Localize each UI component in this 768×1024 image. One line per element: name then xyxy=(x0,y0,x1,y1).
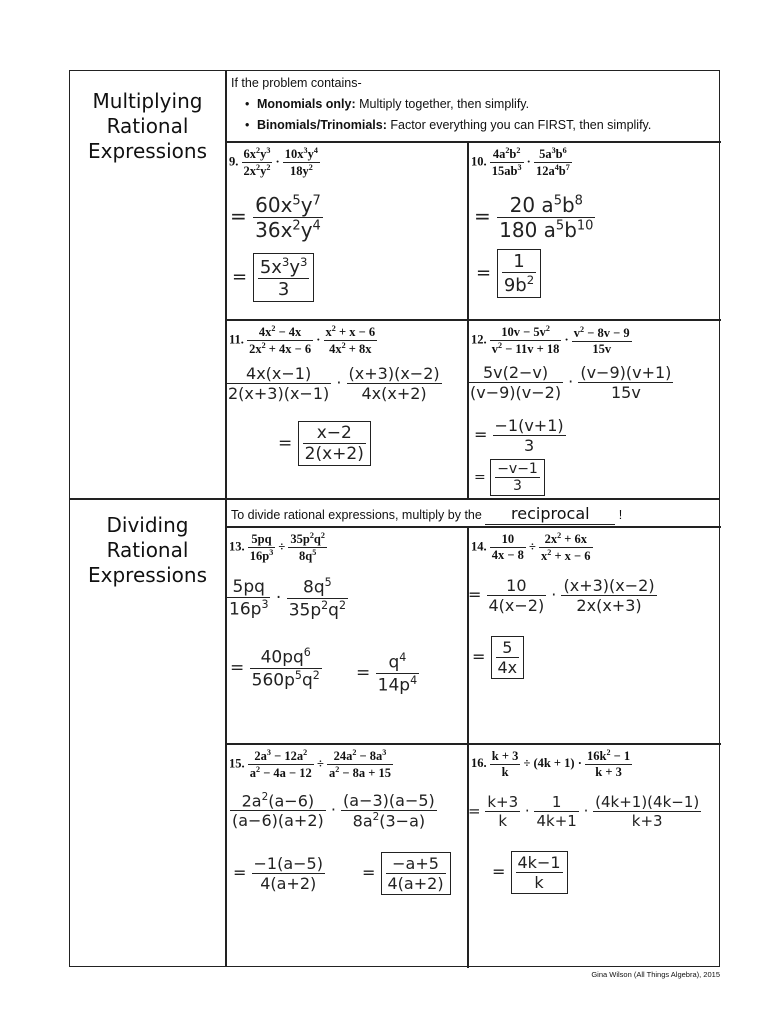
multiplying-instructions: If the problem contains- • Monomials only: Multiply together, then simplify. • Binomials/Trinomials: Factor everything you can FIRST, then simplify. xyxy=(231,76,652,132)
problem-15: 15. $\frac{2a^3 - 12a^2}{a^2 - 4a - 12}$ ÷ $\frac{24a^2 - 8a^3}{a^2 - 8a + 15}$ xyxy=(229,748,391,781)
work-12-step1: $\frac{5v(2-v)}{(v-9)(v-2)}$ · $\frac{(v-9)(v+1)}{15v}$ xyxy=(470,363,672,402)
grid-line xyxy=(225,743,721,745)
work-15-answer: = $\frac{-a+5}{4(a+2)}$ xyxy=(362,852,451,895)
problem-14: 14. $\frac{10}{4x - 8}$ ÷ $\frac{2x^2 + 6x}{x^2 + x - 6}$ xyxy=(471,531,591,564)
work-10-step1: = $\frac{20 a^5b^8}{180 a^5b^{10}}$ xyxy=(474,193,594,242)
problem-9: 9. $\frac{6x^2y^3}{2x^2y^2}$ · $\frac{10x^3y^4}{18y^2}$ xyxy=(229,146,318,179)
reciprocal-answer: reciprocal xyxy=(485,503,615,525)
footer-credit: Gina Wilson (All Things Algebra), 2015 xyxy=(591,970,720,979)
work-13-answer: = $\frac{q^4}{14p^4}$ xyxy=(356,651,418,696)
problem-11: 11. $\frac{4x^2 - 4x}{2x^2 + 4x - 6}$ · $\frac{x^2 + x - 6}{4x^2 + 8x}$ xyxy=(229,324,376,357)
work-12-step2: = $\frac{-1(v+1)}{3}$ xyxy=(474,416,564,455)
work-9-answer: = $\frac{5x^3y^3}{3}$ xyxy=(232,253,314,302)
work-13-step2: = $\frac{40pq^6}{560p^5q^2}$ xyxy=(230,646,320,691)
problem-10: 10. $\frac{4a^2b^2}{15ab^3}$ · $\frac{5a^3b^6}{12a^4b^7}$ xyxy=(471,146,570,179)
work-11-answer: = $\frac{x-2}{2(x+2)}$ xyxy=(278,421,371,466)
work-12-answer: = $\frac{-v-1}{3}$ xyxy=(474,459,545,496)
grid-line xyxy=(225,319,721,321)
work-16-step1: = $\frac{k+3}{k}$ · $\frac{1}{4k+1}$ · $\frac{(4k+1)(4k-1)}{k+3}$ xyxy=(468,793,700,830)
column-divider xyxy=(225,71,227,966)
problem-13: 13. $\frac{5pq}{16p^3}$ ÷ $\frac{35p^2q^2}{8q^5}$ xyxy=(229,531,325,564)
work-9-step1: = $\frac{60x^5y^7}{36x^2y^4}$ xyxy=(230,193,321,242)
dividing-title: Dividing Rational Expressions xyxy=(88,513,207,587)
problem-12: 12. $\frac{10v - 5v^2}{v^2 - 11v + 18}$ · $\frac{v^2 - 8v - 9}{15v}$ xyxy=(471,324,630,357)
work-16-answer: = $\frac{4k-1}{k}$ xyxy=(492,851,568,894)
grid-line xyxy=(225,141,721,143)
work-11-step1: $\frac{4x(x-1)}{2(x+3)(x-1)}$ · $\frac{(x+3)(x-2)}{4x(x+2)}$ xyxy=(228,364,440,403)
grid-line xyxy=(467,141,469,498)
section-divider xyxy=(70,498,719,500)
dividing-instructions: To divide rational expressions, multiply by the reciprocal ! xyxy=(231,504,623,523)
work-15-step2: = $\frac{-1(a-5)}{4(a+2)}$ xyxy=(233,854,323,893)
work-13-step1: $\frac{5pq}{16p^3}$ · $\frac{8q^5}{35p^2q^2}$ xyxy=(229,576,346,621)
multiplying-title: Multiplying Rational Expressions xyxy=(88,89,207,163)
worksheet-frame xyxy=(69,70,720,967)
work-15-step1: $\frac{2a^2(a-6)}{(a-6)(a+2)}$ · $\frac{(a-3)(a-5)}{8a^2(3-a)}$ xyxy=(232,791,435,831)
grid-line xyxy=(225,526,721,528)
work-10-answer: = $\frac{1}{9b^2}$ xyxy=(476,249,541,298)
work-14-step1: = $\frac{10}{4(x-2)}$ · $\frac{(x+3)(x-2)}{2x(x+3)}$ xyxy=(468,576,655,615)
work-14-answer: = $\frac{5}{4x}$ xyxy=(472,636,524,679)
problem-16: 16. $\frac{k + 3}{k}$ ÷ (4k + 1) · $\frac{16k^2 - 1}{k + 3}$ xyxy=(471,748,631,780)
